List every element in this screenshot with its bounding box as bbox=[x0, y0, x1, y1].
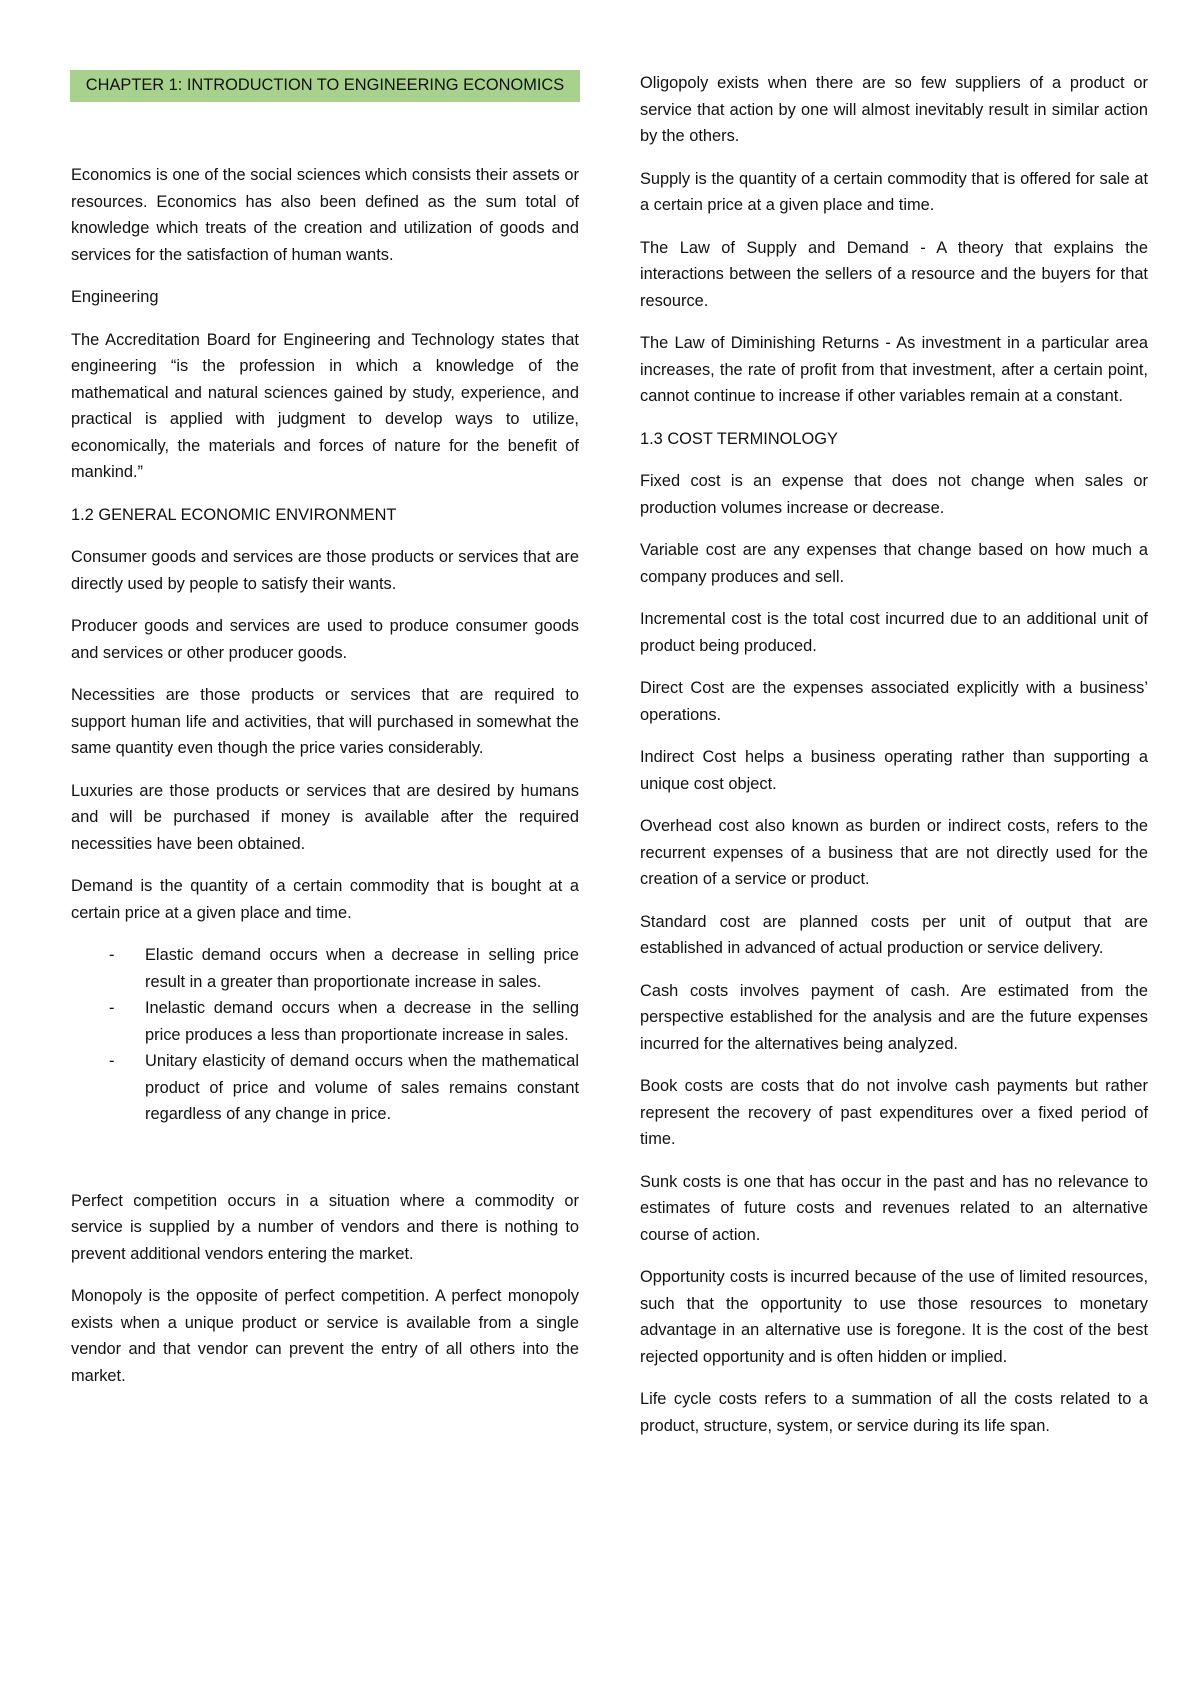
supply-paragraph: Supply is the quantity of a certain commodity that is offered for sale at a certain price at a given place and time. bbox=[640, 169, 1148, 214]
demand-paragraph: Demand is the quantity of a certain commodity that is bought at a certain price at a given place and time. bbox=[71, 877, 579, 922]
bullet-dash: - bbox=[109, 1052, 115, 1070]
title-spacer bbox=[71, 102, 579, 162]
monopoly-paragraph: Monopoly is the opposite of perfect competition. A perfect monopoly exists when a unique product or service is available from a single vendor and that vendor can prevent the entry of all others into the market. bbox=[71, 1287, 579, 1385]
bullet-dash: - bbox=[109, 946, 115, 964]
diminishing-returns-paragraph: The Law of Diminishing Returns - As investment in a particular area increases, the rate of profit from that investment, after a certain point, cannot continue to increase if other variables remain at a constant. bbox=[640, 334, 1148, 405]
cash-costs-paragraph: Cash costs involves payment of cash. Are estimated from the perspective established for the analysis and are the future expenses incurred for the alternatives being analyzed. bbox=[640, 981, 1148, 1053]
engineering-heading: Engineering bbox=[71, 288, 159, 306]
chapter-title: CHAPTER 1: INTRODUCTION TO ENGINEERING ECONOMICS bbox=[70, 70, 580, 102]
luxuries-paragraph: Luxuries are those products or services that are desired by humans and will be purchased if money is available after the required necessities have been obtained. bbox=[71, 781, 579, 853]
standard-cost-paragraph: Standard cost are planned costs per unit of output that are established in advanced of actual production or service delivery. bbox=[640, 912, 1148, 957]
necessities-paragraph: Necessities are those products or services that are required to support human life and activities, that will purchased in somewhat the same quantity even though the price varies considerably. bbox=[71, 686, 579, 757]
list-item bbox=[71, 942, 579, 995]
list-item bbox=[71, 1048, 579, 1128]
variable-cost-paragraph: Variable cost are any expenses that change based on how much a company produces and sell. bbox=[640, 541, 1148, 586]
opportunity-costs-paragraph: Opportunity costs is incurred because of the use of limited resources, such that the opportunity to use those resources to monetary advantage in an alternative use is foregone. It is the cost of the best rejected opportunity and is often hidden or implied. bbox=[640, 1268, 1148, 1366]
left-column bbox=[71, 70, 579, 1405]
section-heading-general-economic-environment: 1.2 GENERAL ECONOMIC ENVIRONMENT bbox=[71, 505, 397, 524]
incremental-cost-paragraph: Incremental cost is the total cost incurred due to an additional unit of product being produced. bbox=[640, 610, 1148, 655]
engineering-definition: The Accreditation Board for Engineering and Technology states that engineering “is the profession in which a knowledge of the mathematical and natural sciences gained by study, experience, and practical is applied with judgment to develop ways to utilize, economically, the materials and forces of nature for the benefit of mankind.” bbox=[71, 330, 579, 481]
elastic-demand-text: Elastic demand occurs when a decrease in selling price result in a greater than proportionate increase in sales. bbox=[145, 946, 579, 991]
life-cycle-costs-paragraph: Life cycle costs refers to a summation of all the costs related to a product, structure, system, or service during its life span. bbox=[640, 1390, 1148, 1435]
overhead-cost-paragraph: Overhead cost also known as burden or indirect costs, refers to the recurrent expenses of a business that are not directly used for the creation of a service or product. bbox=[640, 817, 1148, 888]
unitary-elasticity-text: Unitary elasticity of demand occurs when the mathematical product of price and volume of sales remains constant regardless of any change in price. bbox=[145, 1052, 579, 1123]
book-costs-paragraph: Book costs are costs that do not involve cash payments but rather represent the recovery of past expenditures over a fixed period of time. bbox=[640, 1077, 1148, 1148]
inelastic-demand-text: Inelastic demand occurs when a decrease in the selling price produces a less than proportionate increase in sales. bbox=[145, 999, 579, 1044]
paragraph-spacer bbox=[71, 1144, 579, 1188]
direct-cost-paragraph: Direct Cost are the expenses associated explicitly with a business’ operations. bbox=[640, 679, 1148, 724]
economics-definition: Economics is one of the social sciences which consists their assets or resources. Economics has also been defined as the sum total of knowledge which treats of the creation and utilization of goods and services for the satisfaction of human wants. bbox=[71, 166, 579, 264]
oligopoly-paragraph: Oligopoly exists when there are so few suppliers of a product or service that action by one will almost inevitably result in similar action by the others. bbox=[640, 74, 1148, 145]
consumer-goods-paragraph: Consumer goods and services are those products or services that are directly used by people to satisfy their wants. bbox=[71, 548, 579, 593]
list-item bbox=[71, 995, 579, 1048]
demand-types-list bbox=[71, 942, 579, 1128]
sunk-costs-paragraph: Sunk costs is one that has occur in the past and has no relevance to estimates of future costs and revenues related to an alternative course of action. bbox=[640, 1172, 1148, 1244]
producer-goods-paragraph: Producer goods and services are used to produce consumer goods and services or other producer goods. bbox=[71, 617, 579, 662]
indirect-cost-paragraph: Indirect Cost helps a business operating rather than supporting a unique cost object. bbox=[640, 748, 1148, 793]
fixed-cost-paragraph: Fixed cost is an expense that does not change when sales or production volumes increase or decrease. bbox=[640, 472, 1148, 517]
perfect-competition-paragraph: Perfect competition occurs in a situation where a commodity or service is supplied by a number of vendors and there is nothing to prevent additional vendors entering the market. bbox=[71, 1191, 579, 1263]
bullet-dash: - bbox=[109, 999, 115, 1017]
supply-demand-law-paragraph: The Law of Supply and Demand - A theory that explains the interactions between the sellers of a resource and the buyers for that resource. bbox=[640, 238, 1148, 310]
section-heading-cost-terminology: 1.3 COST TERMINOLOGY bbox=[640, 429, 838, 448]
right-column bbox=[640, 70, 1148, 1455]
